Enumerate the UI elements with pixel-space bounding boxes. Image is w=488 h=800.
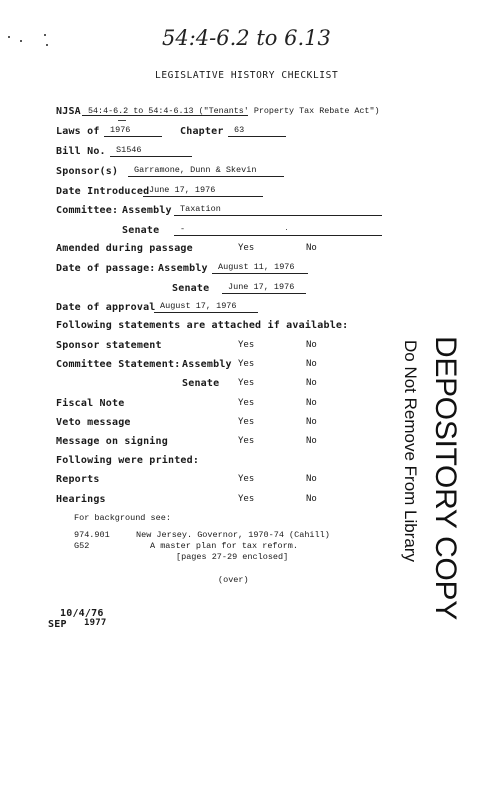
committee-assembly-field: Taxation	[174, 204, 382, 216]
amended-yes: Yes	[238, 243, 255, 253]
over-note: (over)	[218, 575, 249, 585]
message-on-signing-label: Message on signing	[56, 436, 168, 447]
committee-label: Committee:	[56, 205, 119, 216]
chapter-label: Chapter	[180, 126, 224, 137]
fiscal-note-yes: Yes	[238, 398, 255, 408]
fiscal-note-label: Fiscal Note	[56, 398, 125, 409]
date-introduced-field: June 17, 1976	[143, 185, 263, 197]
footer-year: 1977	[84, 618, 107, 628]
date-introduced-label: Date Introduced	[56, 186, 150, 197]
reports-yes: Yes	[238, 474, 255, 484]
background-line-2: A master plan for tax reform.	[150, 541, 298, 551]
committee-statement-senate-yes: Yes	[238, 378, 255, 388]
speck	[20, 40, 22, 42]
page-title: LEGISLATIVE HISTORY CHECKLIST	[155, 70, 339, 81]
passage-senate-field: June 17, 1976	[222, 282, 306, 294]
printed-heading: Following were printed:	[56, 455, 200, 466]
veto-message-no: No	[306, 417, 317, 427]
depository-stamp-line2: Do Not Remove From Library	[401, 340, 420, 563]
committee-assembly-label: Assembly	[122, 205, 172, 216]
reports-label: Reports	[56, 474, 100, 485]
date-of-approval-field: August 17, 1976	[154, 301, 258, 313]
call-number-2: G52	[74, 541, 90, 551]
footer-sep: SEP	[48, 619, 67, 630]
hearings-label: Hearings	[56, 494, 106, 505]
hearings-yes: Yes	[238, 494, 255, 504]
bill-field: S1546	[110, 145, 192, 157]
chapter-field: 63	[228, 125, 286, 137]
committee-statement-label: Committee Statement:	[56, 359, 181, 370]
background-line-3: [pages 27-29 enclosed]	[176, 552, 289, 562]
laws-field: 1976	[104, 125, 162, 137]
speck	[286, 229, 287, 230]
committee-statement-senate-label: Senate	[182, 378, 220, 389]
laws-label: Laws of	[56, 126, 100, 137]
date-of-approval-label: Date of approval	[56, 302, 156, 313]
njsa-value: 54:4-6.2 to 54:4-6.13 ("Tenants' Property Tax Rebate Act")	[88, 106, 380, 116]
background-line-1: New Jersey. Governor, 1970-74 (Cahill)	[136, 530, 330, 540]
background-label: For background see:	[74, 513, 171, 523]
handwritten-title: 54:4-6.2 to 6.13	[162, 26, 331, 50]
passage-senate-label: Senate	[172, 283, 210, 294]
date-of-passage-label: Date of passage:	[56, 263, 156, 274]
footer-date: 10/4/76	[60, 608, 104, 619]
njsa-label: NJSA	[56, 106, 81, 117]
message-on-signing-no: No	[306, 436, 317, 446]
passage-assembly-field: August 11, 1976	[212, 262, 308, 274]
veto-message-yes: Yes	[238, 417, 255, 427]
sponsor-statement-yes: Yes	[238, 340, 255, 350]
veto-message-label: Veto message	[56, 417, 131, 428]
committee-senate-field: -	[174, 224, 382, 236]
committee-statement-assembly-yes: Yes	[238, 359, 255, 369]
hearings-no: No	[306, 494, 317, 504]
fiscal-note-no: No	[306, 398, 317, 408]
depository-stamp-line1: DEPOSITORY COPY	[429, 336, 462, 620]
speck	[46, 44, 48, 46]
bill-label: Bill No.	[56, 146, 106, 157]
sponsors-label: Sponsor(s)	[56, 166, 119, 177]
attached-heading: Following statements are attached if available:	[56, 320, 349, 331]
sponsors-field: Garramone, Dunn & Skevin	[128, 165, 284, 177]
amended-label: Amended during passage	[56, 243, 193, 254]
reports-no: No	[306, 474, 317, 484]
speck	[8, 36, 10, 38]
sponsor-statement-no: No	[306, 340, 317, 350]
message-on-signing-yes: Yes	[238, 436, 255, 446]
committee-statement-senate-no: No	[306, 378, 317, 388]
amended-no: No	[306, 243, 317, 253]
committee-statement-assembly-no: No	[306, 359, 317, 369]
tick-mark	[118, 120, 126, 121]
committee-statement-assembly-label: Assembly	[182, 359, 232, 370]
speck	[44, 34, 46, 36]
passage-assembly-label: Assembly	[158, 263, 208, 274]
sponsor-statement-label: Sponsor statement	[56, 340, 162, 351]
committee-senate-label: Senate	[122, 225, 160, 236]
call-number-1: 974.901	[74, 530, 110, 540]
